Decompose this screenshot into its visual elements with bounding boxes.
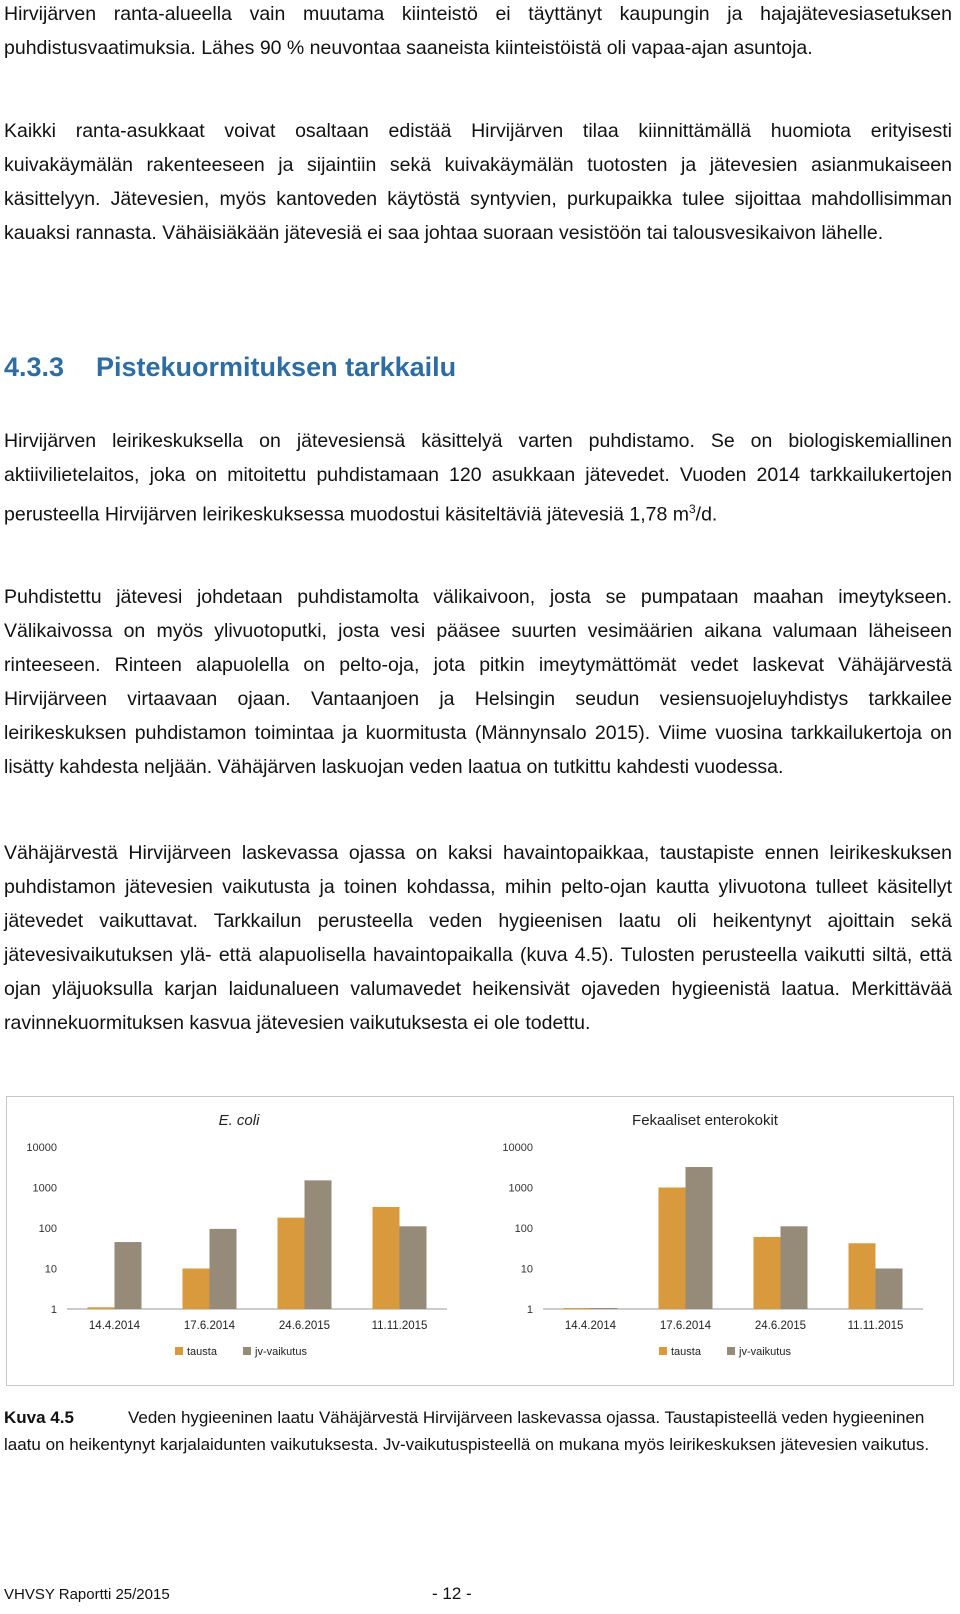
bar-jv-vaikutus-11.11.2015 <box>876 1269 903 1310</box>
legend-swatch-tausta <box>175 1347 183 1355</box>
legend-label-tausta: tausta <box>187 1346 217 1358</box>
paragraph-monitoring: Vähäjärvestä Hirvijärveen laskevassa ojassa on kaksi havaintopaikkaa, taustapiste ennen leirikeskuksen puhdistamon jätevesien vaikutusta ja toinen kohdassa, mihin pelto-ojan kautta ylivuotona tulleet käsitellyt jätevedet vaikuttavat. Tarkkailun perusteella veden hygieenisen laatu oli heikentynyt ajoittain sekä jätevesivaikutuksen ylä- että alapuolisella havaintopaikalla (kuva 4.5). Tulosten perusteella vaikutti siltä, että ojan yläjuoksulla karjan laidunalueen valumavedet heikensivät ojaveden hygieenistä laatua. Merkittävää ravinnekuormituksen kasvua jätevesien vaikutuksesta ei ole todettu. <box>4 842 952 1034</box>
x-tick-label: 14.4.2014 <box>88 1320 141 1332</box>
paragraph-advice: Kaikki ranta-asukkaat voivat osaltaan edistää Hirvijärven tilaa kiinnittämällä huomiota erityisesti kuivakäymälän rakenteeseen ja sijaintiin sekä kuivakäymälän tuotosten ja jätevesien asianmukaiseen käsittelyyn. Jätevesien, myös kantoveden käytöstä syntyvien, purkupaikka tulee sijoittaa mahdollisimman kauaksi rannasta. Vähäisiäkään jätevesiä ei saa johtaa suoraan vesistöön tai talousvesikaivon lähelle. <box>4 120 952 244</box>
section-heading <box>4 352 456 383</box>
bar-jv-vaikutus-17.6.2014 <box>686 1167 713 1309</box>
figure-frame <box>6 1096 954 1386</box>
y-tick-label: 10 <box>44 1263 57 1276</box>
x-tick-label: 17.6.2014 <box>659 1320 712 1332</box>
caption-text: Veden hygieeninen laatu Vähäjärvestä Hirvijärveen laskevassa ojassa. Taustapisteellä veden hygieeninen laatu on heikentynyt karjalaidunten vaikutuksesta. Jv-vaikutuspisteellä on mukana myös leirikeskuksen jätevesien vaikutus. <box>4 1408 930 1454</box>
paragraph-treatment-plant <box>4 424 952 532</box>
bar-tausta-11.11.2015 <box>849 1243 876 1309</box>
y-tick-label: 10000 <box>502 1142 533 1154</box>
x-tick-label: 11.11.2015 <box>847 1320 904 1332</box>
x-tick-label: 24.6.2015 <box>278 1320 331 1332</box>
y-tick-label: 1000 <box>508 1182 533 1195</box>
superscript-3: 3 <box>688 502 696 516</box>
y-tick-label: 10 <box>520 1263 533 1276</box>
footer-page-number: - 12 - <box>432 1584 472 1603</box>
y-tick-label: 100 <box>38 1223 57 1235</box>
section-number: 4.3.3 <box>4 352 65 382</box>
caption-label: Kuva 4.5 <box>4 1408 74 1427</box>
bar-tausta-17.6.2014 <box>183 1269 210 1310</box>
paragraph-treatment-plant-unit: /d. <box>695 503 718 526</box>
y-tick-label: 1 <box>526 1304 533 1316</box>
bar-tausta-24.6.2015 <box>754 1237 781 1309</box>
paragraph-discharge: Puhdistettu jätevesi johdetaan puhdistamolta välikaivoon, josta se pumpataan maahan imeytykseen. Välikaivossa on myös ylivuotoputki, josta vesi pääsee suurten vesimäärien aikana valumaan läheiseen rinteeseen. Rinteen alapuolella on pelto-oja, jota pitkin imeytymättömät vedet laskevat Vähäjärvestä Hirvijärveen virtaavaan ojaan. Vantaanjoen ja Helsingin seudun vesiensuojeluyhdistys tarkkailee leirikeskuksen puhdistamon toimintaa ja kuormitusta (Männynsalo 2015). Viime vuosina tarkkailukertoja on lisätty kahdesta neljään. Vähäjärven laskuojan veden laatua on tutkittu kahdesti vuodessa. <box>4 586 952 778</box>
bar-jv-vaikutus-11.11.2015 <box>400 1226 427 1309</box>
section-title: Pistekuormituksen tarkkailu <box>96 352 457 382</box>
x-tick-label: 24.6.2015 <box>754 1320 807 1332</box>
legend-swatch-tausta <box>659 1347 667 1355</box>
paragraph-intro: Hirvijärven ranta-alueella vain muutama kiinteistö ei täyttänyt kaupungin ja hajajätevesiasetuksen puhdistusvaatimuksia. Lähes 90 % neuvontaa saaneista kiinteistöistä oli vapaa-ajan asuntoja. <box>4 3 952 59</box>
chart-e-coli <box>7 1097 477 1385</box>
figure-caption <box>4 1404 952 1458</box>
bar-jv-vaikutus-17.6.2014 <box>210 1229 237 1309</box>
y-tick-label: 10000 <box>26 1142 57 1154</box>
bar-tausta-17.6.2014 <box>659 1188 686 1310</box>
bar-tausta-14.4.2014 <box>88 1307 115 1309</box>
legend-label-jv-vaikutus: jv-vaikutus <box>255 1346 307 1358</box>
y-tick-label: 1 <box>50 1304 57 1316</box>
legend-swatch-jv-vaikutus <box>243 1347 251 1355</box>
bar-jv-vaikutus-14.4.2014 <box>591 1308 618 1309</box>
bar-tausta-14.4.2014 <box>564 1308 591 1309</box>
footer-report: VHVSY Raportti 25/2015 <box>4 1586 170 1603</box>
paragraph-treatment-plant-text: Hirvijärven leirikeskuksella on jätevesiensä käsittelyä varten puhdistamo. Se on biologiskemiallinen aktiivilietelaitos, joka on mitoitettu puhdistamaan 120 asukkaan jätevedet. Vuoden 2014 tarkkailukertojen perusteella Hirvijärven leirikeskuksessa muodostui käsiteltäviä jätevesiä 1,78 m <box>4 430 952 526</box>
legend-swatch-jv-vaikutus <box>727 1347 735 1355</box>
bar-jv-vaikutus-14.4.2014 <box>115 1242 142 1309</box>
chart-enterokokit <box>483 1097 953 1385</box>
y-tick-label: 100 <box>514 1223 533 1235</box>
chart-title: E. coli <box>218 1112 260 1129</box>
x-tick-label: 11.11.2015 <box>371 1320 428 1332</box>
bar-jv-vaikutus-24.6.2015 <box>305 1180 332 1309</box>
y-tick-label: 1000 <box>32 1182 57 1195</box>
chart-title: Fekaaliset enterokokit <box>632 1112 778 1129</box>
x-tick-label: 17.6.2014 <box>183 1320 236 1332</box>
bar-tausta-11.11.2015 <box>373 1207 400 1309</box>
legend-label-jv-vaikutus: jv-vaikutus <box>739 1346 791 1358</box>
bar-jv-vaikutus-24.6.2015 <box>781 1226 808 1309</box>
legend-label-tausta: tausta <box>671 1346 701 1358</box>
x-tick-label: 14.4.2014 <box>564 1320 617 1332</box>
bar-tausta-24.6.2015 <box>278 1218 305 1309</box>
